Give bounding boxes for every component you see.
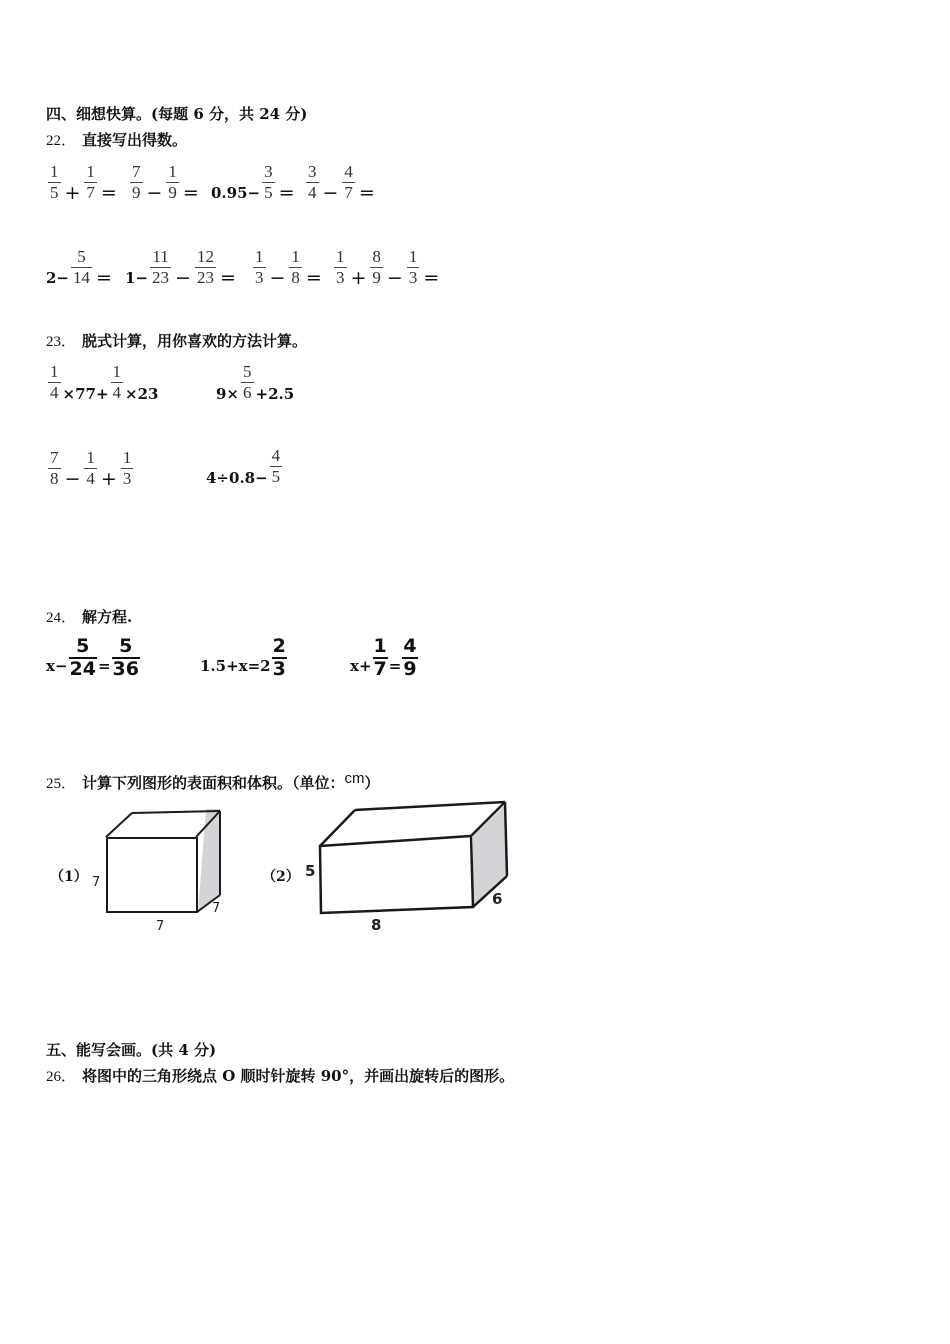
question-22	[46, 129, 187, 150]
fraction: $\frac{1}{3}$	[255, 246, 264, 287]
cube-front-face	[107, 838, 197, 912]
cuboid-width-label: 6	[492, 890, 503, 908]
cube-height-label: 7	[92, 875, 101, 890]
fraction: $\frac{5}{36}$	[112, 635, 139, 680]
figure-2-label: （2）	[262, 869, 300, 885]
q24-equation-3: x+ $\frac{1}{7}$ = $\frac{4}{9}$	[350, 635, 417, 680]
q22-expr-6: 1− $\frac{11}{23}$ − $\frac{12}{23}$ =	[125, 246, 236, 289]
q24-equation-1: x− $\frac{5}{24}$ = $\frac{5}{36}$	[46, 635, 139, 680]
q23-expr-4: 4÷0.8− $\frac{4}{5}$	[206, 446, 281, 487]
fraction: $\frac{3}{5}$	[264, 161, 273, 202]
q22-expr-2: $\frac{7}{9}$ − $\frac{1}{9}$ =	[132, 161, 199, 204]
fraction: $\frac{1}{8}$	[291, 246, 300, 287]
q22-expr-4: $\frac{3}{4}$ − $\frac{4}{7}$ =	[308, 161, 375, 204]
fraction: $\frac{1}{4}$	[50, 362, 59, 402]
fraction: $\frac{1}{3}$	[408, 246, 418, 287]
q23-expr-2: 9× $\frac{5}{6}$ +2.5	[216, 362, 295, 403]
question-23	[46, 330, 307, 351]
q24-equation-2: 1.5+x=2 2 3	[200, 635, 286, 680]
question-text: 脱式计算，用你喜欢的方法计算。	[82, 332, 308, 350]
fraction: $\frac{4}{5}$	[271, 446, 281, 486]
question-number: 24．	[46, 610, 77, 626]
fraction: $\frac{1}{7}$	[373, 635, 387, 680]
question-24	[46, 606, 132, 627]
unit-label: cm	[344, 770, 365, 787]
fraction: $\frac{4}{7}$	[344, 161, 353, 202]
fraction: $\frac{1}{3}$	[336, 246, 345, 287]
q22-expr-1: $\frac{1}{5}$ + $\frac{1}{7}$ =	[50, 161, 117, 204]
section-5-title: 五、能写会画。(共 4 分)	[46, 1041, 217, 1059]
fraction: $\frac{1}{7}$	[86, 161, 95, 202]
question-text: 直接写出得数。	[82, 131, 188, 149]
cuboid-front-face	[320, 836, 473, 913]
fraction: 2 3	[272, 635, 286, 680]
cuboid-height-label: 5	[305, 862, 316, 880]
fraction: $\frac{1}{5}$	[50, 161, 59, 202]
fraction: $\frac{5}{6}$	[243, 362, 252, 402]
cube-width-label: 7	[212, 901, 221, 916]
section-4-title: 四、细想快算。(每题 6 分，共 24 分)	[46, 105, 308, 123]
cuboid-figure	[295, 790, 535, 940]
cube-figure	[80, 800, 260, 940]
question-26	[46, 1065, 514, 1086]
q22-expr-7: $\frac{1}{3}$ − $\frac{1}{8}$ =	[255, 246, 322, 289]
fraction: $\frac{1}{9}$	[168, 161, 177, 202]
figure-1-label: （1）	[50, 869, 88, 885]
question-25: 25． 计算下列图形的表面积和体积。（单位：cm）	[46, 770, 380, 792]
fraction: $\frac{8}{9}$	[372, 246, 381, 287]
question-number: 25．	[46, 776, 77, 792]
question-text: 计算下列图形的表面积和体积。（单位：	[82, 774, 345, 792]
fraction: $\frac{3}{4}$	[308, 161, 317, 202]
q22-expr-3: 0.95− $\frac{3}{5}$ =	[211, 161, 295, 204]
q23-expr-1: $\frac{1}{4}$ ×77+ $\frac{1}{4}$ ×23	[50, 362, 159, 403]
q22-expr-8: $\frac{1}{3}$ + $\frac{8}{9}$ − $\frac{1}{3}$ =	[336, 246, 440, 289]
cube-length-label: 7	[156, 919, 165, 934]
fraction: $\frac{11}{23}$	[152, 246, 170, 287]
fraction: $\frac{1}{4}$	[112, 362, 122, 402]
question-text: 将图中的三角形绕点 O 顺时针旋转 90°，并画出旋转后的图形。	[82, 1067, 515, 1085]
fraction: $\frac{5}{14}$	[73, 246, 91, 287]
question-number: 23．	[46, 334, 77, 350]
fraction: $\frac{7}{8}$	[50, 447, 59, 488]
q23-expr-3: $\frac{7}{8}$ − $\frac{1}{4}$ + $\frac{1}{3}$	[50, 447, 132, 490]
q22-expr-5: 2− $\frac{5}{14}$ =	[46, 246, 112, 289]
fraction: $\frac{1}{4}$	[86, 447, 95, 488]
fraction: $\frac{12}{23}$	[196, 246, 214, 287]
fraction: $\frac{1}{3}$	[122, 447, 132, 488]
cuboid-length-label: 8	[371, 916, 382, 934]
question-number: 26．	[46, 1069, 77, 1085]
question-text: 解方程.	[82, 608, 133, 626]
fraction: $\frac{4}{9}$	[403, 635, 417, 680]
fraction: $\frac{7}{9}$	[132, 161, 141, 202]
question-number: 22．	[46, 133, 77, 149]
fraction: $\frac{5}{24}$	[69, 635, 96, 680]
